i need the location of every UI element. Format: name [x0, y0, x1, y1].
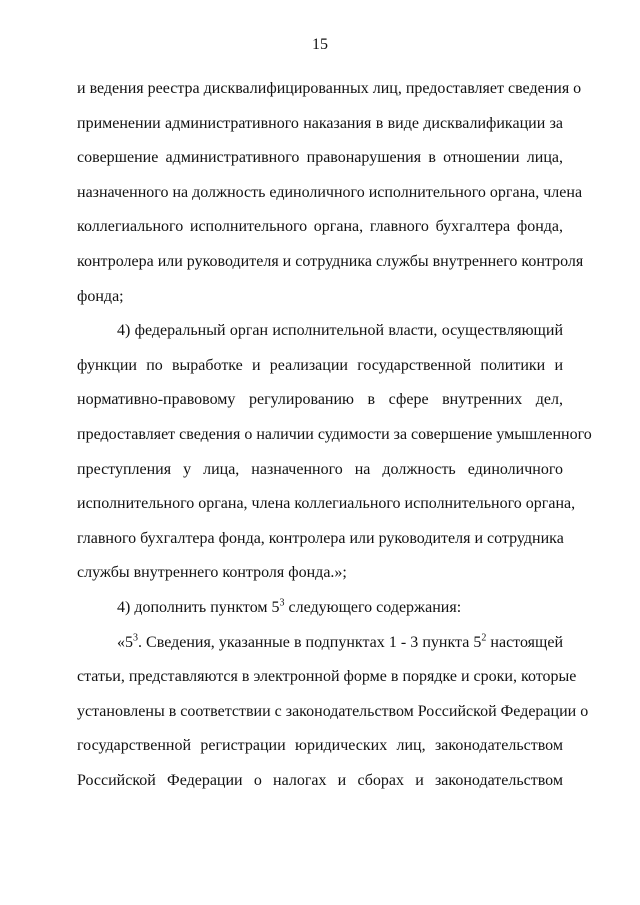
text-line	[77, 591, 563, 626]
text-fragment: «5	[117, 633, 133, 651]
text-line: применении административного наказания в виде дисквалификации за	[77, 114, 563, 132]
text-line: коллегиального исполнительного органа, главного бухгалтера фонда,	[77, 218, 563, 236]
text-line: функции по выработке и реализации государственной политики и	[77, 356, 563, 374]
text-line: предоставляет сведения о наличии судимости за совершение умышленного	[77, 425, 592, 443]
superscript: 3	[279, 597, 285, 609]
text-line: Российской Федерации о налогах и сборах и законодательством	[77, 771, 563, 789]
document-body	[77, 72, 592, 798]
text-line: службы внутреннего контроля фонда.»;	[77, 564, 347, 582]
text-line: 4) федеральный орган исполнительной власти, осуществляющий	[117, 322, 563, 340]
text-line: совершение административного правонарушения в отношении лица,	[77, 149, 563, 167]
superscript: 3	[133, 632, 138, 644]
text-line: установлены в соответствии с законодательством Российской Федерации о	[77, 702, 589, 720]
text-line: и ведения реестра дисквалифицированных лиц, предоставляет сведения о	[77, 80, 582, 97]
text-fragment: . Сведения, указанные в подпунктах 1 - 3 пункта 5	[138, 633, 482, 651]
text-fragment: следующего содержания:	[284, 598, 462, 616]
text-line: контролера или руководителя и сотрудника службы внутреннего контроля	[77, 252, 584, 270]
page-number: 15	[312, 36, 328, 53]
text-line: исполнительного органа, члена коллегиального исполнительного органа,	[77, 495, 576, 513]
text-line: статьи, представляются в электронной форме в порядке и сроки, которые	[77, 668, 577, 686]
text-line: фонда;	[77, 287, 124, 305]
text-line: главного бухгалтера фонда, контролера или руководителя и сотрудника	[77, 529, 564, 547]
text-fragment: настоящей	[486, 633, 563, 651]
text-line: государственной регистрации юридических лиц, законодательством	[77, 737, 563, 755]
text-line: назначенного на должность единоличного исполнительного органа, члена	[77, 183, 583, 201]
text-line	[77, 626, 563, 661]
text-line: нормативно-правовому регулированию в сфере внутренних дел,	[77, 391, 563, 409]
text-fragment: 4) дополнить пунктом 5	[117, 598, 280, 616]
text-line: преступления у лица, назначенного на должность единоличного	[77, 460, 563, 478]
superscript: 2	[481, 632, 487, 644]
